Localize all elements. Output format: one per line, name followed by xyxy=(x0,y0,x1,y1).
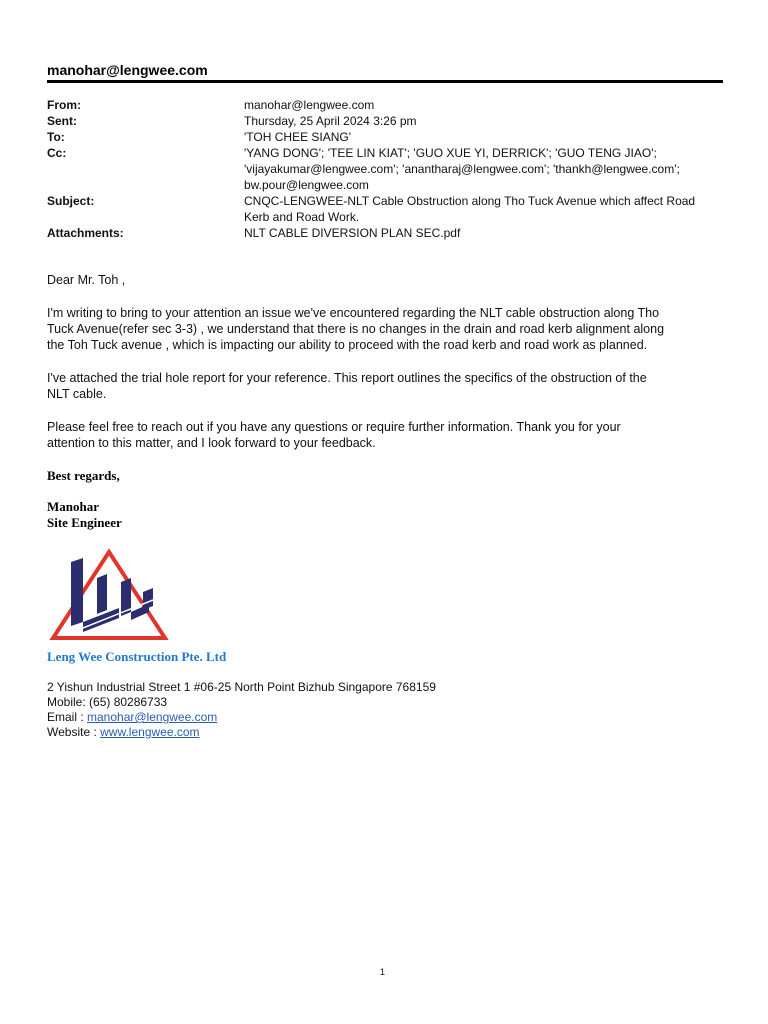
website-row xyxy=(47,725,436,740)
company-logo-icon xyxy=(49,548,169,644)
header-label: Subject: xyxy=(47,194,95,208)
header-label: Attachments: xyxy=(47,226,124,240)
header-attachments xyxy=(47,225,723,241)
paragraph-line: NLT cable. xyxy=(47,387,107,401)
header-value: manohar@lengwee.com xyxy=(244,98,375,112)
header-from xyxy=(47,97,723,113)
email-link[interactable]: manohar@lengwee.com xyxy=(87,710,218,724)
attachment-link[interactable]: NLT CABLE DIVERSION PLAN SEC.pdf xyxy=(244,226,461,240)
header-to xyxy=(47,129,723,145)
email-label: Email : xyxy=(47,710,88,724)
header-label: Sent: xyxy=(47,114,77,128)
header-value: CNQC-LENGWEE-NLT Cable Obstruction along Tho Tuck Avenue which affect Road xyxy=(244,194,696,208)
header-value: 'vijayakumar@lengwee.com'; 'anantharaj@lengwee.com'; 'thankh@lengwee.com'; xyxy=(244,162,680,176)
header-value: Kerb and Road Work. xyxy=(244,210,360,224)
page-number: 1 xyxy=(380,967,386,977)
header-sent xyxy=(47,113,723,129)
paragraph-line: I've attached the trial hole report for your reference. This report outlines the specifics of the obstruction of the xyxy=(47,371,647,385)
closing-regards: Best regards, xyxy=(47,468,120,483)
paragraph-closing xyxy=(47,419,723,451)
paragraph-line: Tuck Avenue(refer sec 3-3) , we understand that there is no changes in the drain and road kerb alignment along xyxy=(47,322,665,336)
paragraph-line: attention to this matter, and I look forward to your feedback. xyxy=(47,436,376,450)
paragraph-line: the Toh Tuck avenue , which is impacting our ability to proceed with the road kerb and road work as planned. xyxy=(47,338,648,352)
signature-name: Manohar xyxy=(47,499,99,514)
paragraph-line: I'm writing to bring to your attention an issue we've encountered regarding the NLT cable obstruction along Tho xyxy=(47,306,660,320)
email-row xyxy=(47,710,436,725)
header-value: bw.pour@lengwee.com xyxy=(244,178,369,192)
mailbox-account: manohar@lengwee.com xyxy=(47,62,208,78)
contact-block xyxy=(47,680,436,740)
header-subject xyxy=(47,193,723,225)
mobile: Mobile: (65) 80286733 xyxy=(47,695,168,709)
company-name: Leng Wee Construction Pte. Ltd xyxy=(47,649,227,664)
header-label: To: xyxy=(47,130,65,144)
paragraph-issue xyxy=(47,305,723,353)
header-divider xyxy=(47,80,723,83)
paragraph-line: Please feel free to reach out if you have any questions or require further information. Thank you for your xyxy=(47,420,621,434)
header-value: Thursday, 25 April 2024 3:26 pm xyxy=(244,114,417,128)
header-label: Cc: xyxy=(47,146,67,160)
header-value: 'YANG DONG'; 'TEE LIN KIAT'; 'GUO XUE YI, DERRICK'; 'GUO TENG JIAO'; xyxy=(244,146,657,160)
header-label: From: xyxy=(47,98,81,112)
greeting: Dear Mr. Toh , xyxy=(47,273,126,287)
header-cc xyxy=(47,145,723,193)
website-link[interactable]: www.lengwee.com xyxy=(100,725,200,739)
email-headers xyxy=(47,97,723,241)
website-label: Website : xyxy=(47,725,101,739)
address: 2 Yishun Industrial Street 1 #06-25 North Point Bizhub Singapore 768159 xyxy=(47,680,436,694)
header-value: 'TOH CHEE SIANG' xyxy=(244,130,352,144)
signature-title: Site Engineer xyxy=(47,515,122,530)
paragraph-attachment xyxy=(47,370,723,402)
